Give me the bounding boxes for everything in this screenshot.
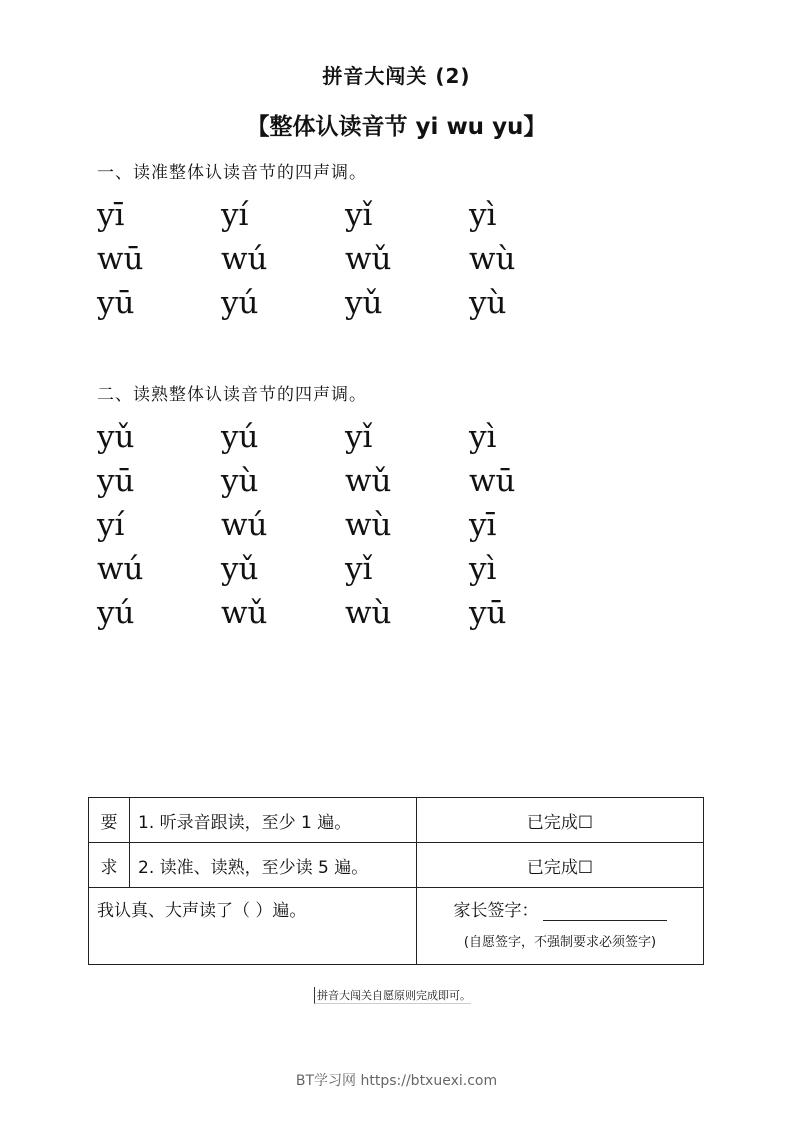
- watermark: BT学习网 https://btxuexi.com: [295, 1073, 498, 1089]
- syllable: wù: [345, 595, 392, 631]
- syllable: yū: [97, 463, 135, 499]
- worksheet-title: 拼音大闯关 (2): [322, 64, 471, 88]
- syllable: yǐ: [345, 551, 373, 587]
- requirements-label-top: 要: [89, 798, 130, 843]
- syllable: wú: [97, 551, 144, 587]
- parent-sign-cell: [417, 888, 704, 965]
- syllable: wǔ: [221, 595, 268, 631]
- section1-row: [97, 237, 593, 281]
- section2-row: [97, 547, 593, 591]
- read-count-cell: [89, 888, 417, 965]
- syllable: yǐ: [345, 197, 373, 233]
- syllable: yǐ: [345, 419, 373, 455]
- worksheet-subtitle: 【整体认读音节 yi wu yu】: [246, 114, 547, 140]
- syllable: yú: [221, 419, 259, 455]
- syllable: yǔ: [345, 285, 383, 321]
- section2-row: [97, 503, 593, 547]
- syllable: yǔ: [221, 551, 259, 587]
- requirements-table: [88, 797, 704, 965]
- syllable: yù: [469, 285, 507, 321]
- section2-grid: [97, 415, 593, 635]
- footer-note: 拼音大闯关自愿原则完成即可。: [314, 987, 471, 1004]
- syllable: yǔ: [97, 419, 135, 455]
- requirement-2: 2. 读准、读熟，至少读 5 遍。: [130, 843, 417, 888]
- syllable: wǔ: [345, 241, 392, 277]
- parent-sign-line[interactable]: [543, 904, 667, 921]
- syllable: wú: [221, 507, 268, 543]
- requirement-2-status[interactable]: 已完成☐: [417, 843, 704, 888]
- section1-heading: 一、读准整体认读音节的四声调。: [97, 163, 367, 183]
- syllable: yù: [221, 463, 259, 499]
- read-count-text: 我认真、大声读了（ ）遍。: [97, 901, 307, 921]
- syllable: yì: [469, 197, 497, 233]
- syllable: yí: [221, 197, 249, 233]
- syllable: wū: [97, 241, 144, 277]
- syllable: yú: [97, 595, 135, 631]
- syllable: yū: [469, 595, 507, 631]
- syllable: yì: [469, 551, 497, 587]
- parent-sign-label: 家长签字：: [453, 901, 539, 921]
- parent-sign-note: (自愿签字，不强制要求必须签字): [463, 935, 657, 950]
- section2-row: [97, 415, 593, 459]
- section2-row: [97, 459, 593, 503]
- requirements-label-bottom: 求: [89, 843, 130, 888]
- requirement-1: 1. 听录音跟读，至少 1 遍。: [130, 798, 417, 843]
- syllable: yū: [97, 285, 135, 321]
- syllable: yú: [221, 285, 259, 321]
- section1-grid: [97, 193, 593, 325]
- section1-row: [97, 193, 593, 237]
- syllable: wǔ: [345, 463, 392, 499]
- syllable: wū: [469, 463, 516, 499]
- syllable: wù: [469, 241, 516, 277]
- syllable: yì: [469, 419, 497, 455]
- section2-row: [97, 591, 593, 635]
- requirement-1-status[interactable]: 已完成☐: [417, 798, 704, 843]
- section1-row: [97, 281, 593, 325]
- syllable: wú: [221, 241, 268, 277]
- syllable: yī: [97, 197, 125, 233]
- section2-heading: 二、读熟整体认读音节的四声调。: [97, 385, 367, 405]
- syllable: yī: [469, 507, 497, 543]
- syllable: wù: [345, 507, 392, 543]
- syllable: yí: [97, 507, 125, 543]
